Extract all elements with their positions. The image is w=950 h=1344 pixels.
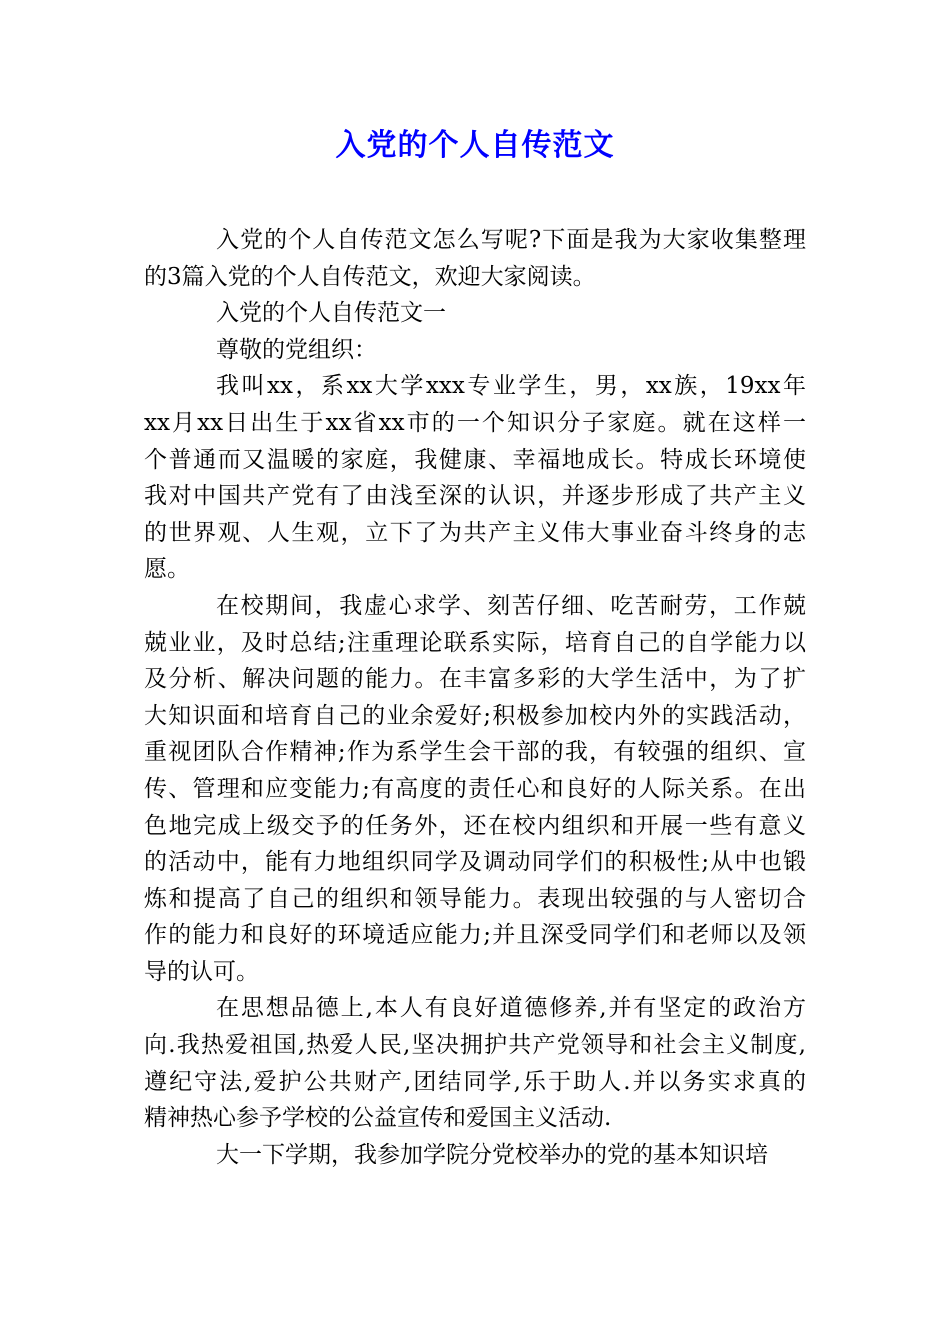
paragraph-line: 的世界观、人生观，立下了为共产主义伟大事业奋斗终身的志 [144,519,806,546]
paragraph [144,990,806,1136]
paragraph-line: 的3篇入党的个人自传范文，欢迎大家阅读。 [144,263,596,290]
paragraph-line: 个普通而又温暖的家庭，我健康、幸福地成长。特成长环境使 [144,446,806,473]
paragraph-line: 的活动中，能有力地组织同学及调动同学们的积极性;从中也锻 [144,849,806,876]
paragraph-line: 在校期间，我虚心求学、刻苦仔细、吃苦耐劳，工作兢 [216,592,806,619]
paragraph-line: 传、管理和应变能力;有高度的责任心和良好的人际关系。在出 [144,775,806,802]
paragraph-line: xx月xx日出生于xx省xx市的一个知识分子家庭。就在这样一 [144,409,806,436]
paragraph-line: 导的认可。 [144,958,259,985]
paragraph [144,332,806,369]
paragraph [144,295,806,332]
paragraph [144,588,806,991]
paragraph-line: 在思想品德上,本人有良好道德修养,并有坚定的政治方 [216,995,806,1022]
paragraph [144,222,806,295]
paragraph-line: 大一下学期，我参加学院分党校举办的党的基本知识培 [216,1141,768,1168]
document-body [144,222,806,1173]
paragraph-line: 我叫xx，系xx大学xxx专业学生，男，xx族，19xx年 [216,373,806,400]
paragraph-line: 尊敬的党组织： [216,336,377,363]
document-title: 入党的个人自传范文 [335,128,615,163]
paragraph-line: 及分析、解决问题的能力。在丰富多彩的大学生活中，为了扩 [144,666,806,693]
paragraph [144,1137,806,1174]
paragraph-line: 我对中国共产党有了由浅至深的认识，并逐步形成了共产主义 [144,483,806,510]
paragraph-line: 兢业业，及时总结;注重理论联系实际，培育自己的自学能力以 [144,629,806,656]
paragraph-line: 向.我热爱祖国,热爱人民,坚决拥护共产党领导和社会主义制度, [144,1032,806,1059]
paragraph-line: 作的能力和良好的环境适应能力;并且深受同学们和老师以及领 [144,922,806,949]
paragraph [144,368,806,588]
paragraph-line: 炼和提高了自己的组织和领导能力。表现出较强的与人密切合 [144,885,806,912]
paragraph-line: 愿。 [144,556,190,583]
paragraph-line: 色地完成上级交予的任务外，还在校内组织和开展一些有意义 [144,812,806,839]
paragraph-line: 重视团队合作精神;作为系学生会干部的我，有较强的组织、宣 [144,739,806,766]
paragraph-line: 入党的个人自传范文怎么写呢?下面是我为大家收集整理 [216,227,806,253]
paragraph-line: 入党的个人自传范文一 [216,300,446,327]
paragraph-line: 大知识面和培育自己的业余爱好;积极参加校内外的实践活动， [144,702,806,729]
paragraph-line: 精神热心参予学校的公益宣传和爱国主义活动. [144,1105,612,1132]
paragraph-line: 遵纪守法,爱护公共财产,团结同学,乐于助人.并以务实求真的 [144,1068,806,1095]
